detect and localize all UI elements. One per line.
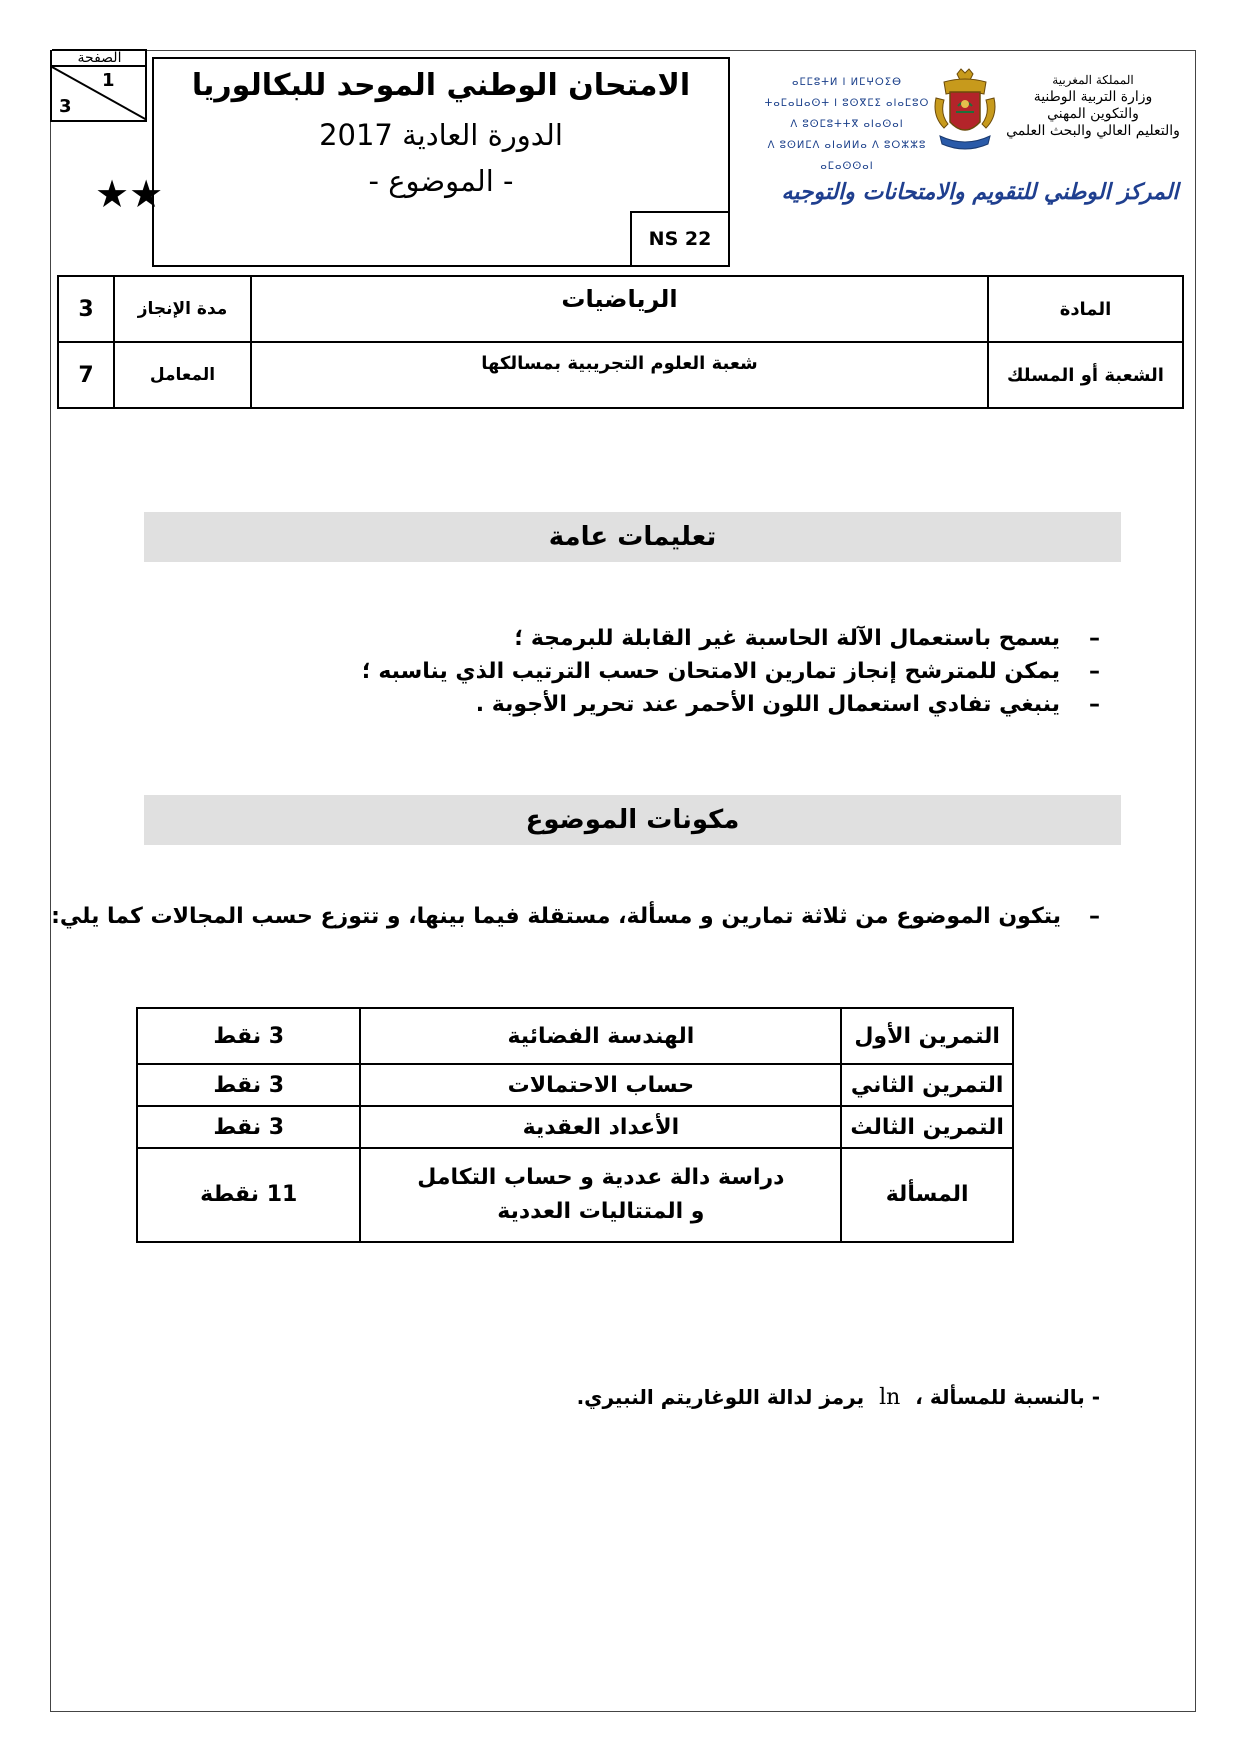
exercise-cell: التمرين الأول	[841, 1008, 1013, 1064]
table-row	[137, 1064, 1013, 1106]
domain-cell: حساب الاحتمالات	[360, 1064, 841, 1106]
page-current: 1	[102, 70, 115, 91]
subject-label: المادة	[988, 276, 1183, 342]
tifinagh-line: ⴰⵎⵎⵓⵜⵍ ⵏ ⵍⵎⵖⵔⵉⴱ	[792, 77, 902, 88]
instruction-item: – ينبغي تفادي استعمال اللون الأحمر عند تحرير الأجوبة .	[480, 688, 1100, 721]
page-label: الصفحة	[52, 49, 147, 67]
royal-emblem-icon	[930, 68, 1000, 154]
components-intro-text: يتكون الموضوع من ثلاثة تمارين و مسألة، مستقلة فيما بينها، و تتوزع حسب المجالات كما يلي:	[51, 904, 1061, 929]
tifinagh-line: ⴷ ⵓⵙⵍⵎⴷ ⴰⵏⴰⵍⵍⴰ ⴷ ⵓⵔⵣⵣⵓ ⴰⵎⴰⵙⵙⴰⵏ	[767, 140, 927, 172]
components-heading: مكونات الموضوع	[144, 795, 1121, 845]
subject-value: الرياضيات	[251, 276, 988, 342]
note-before: - بالنسبة للمسألة ،	[915, 1385, 1100, 1409]
branch-label: الشعبة أو المسلك	[988, 342, 1183, 408]
logarithm-note	[576, 1385, 1100, 1410]
ln-symbol: ln	[879, 1385, 901, 1410]
exercise-cell: التمرين الثالث	[841, 1106, 1013, 1148]
instruction-item: – يمكن للمترشح إنجاز تمارين الامتحان حسب الترتيب الذي يناسبه ؛	[480, 655, 1100, 688]
components-table	[136, 1007, 1014, 1243]
branch-value: شعبة العلوم التجريبية بمسالكها	[251, 342, 988, 408]
coefficient-label: المعامل	[114, 342, 251, 408]
exercise-cell: المسألة	[841, 1148, 1013, 1242]
general-instructions-heading: تعليمات عامة	[144, 512, 1121, 562]
domain-cell: الأعداد العقدية	[360, 1106, 841, 1148]
duration-value: 3	[58, 276, 114, 342]
ministry-line: والتكوين المهني	[1047, 106, 1139, 122]
page-total: 3	[59, 96, 72, 117]
note-after: يرمز لدالة اللوغاريتم النبيري.	[576, 1385, 865, 1409]
domain-cell: الهندسة الفضائية	[360, 1008, 841, 1064]
tifinagh-line: ⵜⴰⵎⴰⵡⴰⵙⵜ ⵏ ⵓⵙⴳⵎⵉ ⴰⵏⴰⵎⵓⵔ	[764, 98, 930, 109]
exam-code: NS 22	[630, 211, 730, 267]
ministry-text	[1003, 72, 1183, 140]
domain-line: و المتتاليات العددية	[497, 1199, 705, 1224]
points-cell: 3 نقط	[137, 1106, 360, 1148]
page-number-box	[50, 50, 147, 122]
points-cell: 11 نقطة	[137, 1148, 360, 1242]
exercise-cell: التمرين الثاني	[841, 1064, 1013, 1106]
instruction-item: – يسمح باستعمال الآلة الحاسبة غير القابلة للبرمجة ؛	[480, 622, 1100, 655]
coefficient-value: 7	[58, 342, 114, 408]
ministry-line: وزارة التربية الوطنية	[1033, 89, 1153, 105]
components-intro: –يتكون الموضوع من ثلاثة تمارين و مسألة، مستقلة فيما بينها، و تتوزع حسب المجالات كما يلي:	[51, 904, 1100, 929]
exam-subtitle: - الموضوع -	[368, 164, 514, 198]
instructions-list	[361, 622, 1100, 721]
table-row	[137, 1008, 1013, 1064]
duration-label: مدة الإنجاز	[114, 276, 251, 342]
points-cell: 3 نقط	[137, 1008, 360, 1064]
exam-title: الامتحان الوطني الموحد للبكالوريا	[191, 68, 691, 103]
tifinagh-line: ⴷ ⵓⵙⵎⵓⵜⵜⴳ ⴰⵏⴰⵙⴰⵏ	[790, 119, 904, 130]
points-cell: 3 نقط	[137, 1064, 360, 1106]
domain-cell	[360, 1148, 841, 1242]
ministry-line: والتعليم العالي والبحث العلمي	[1006, 123, 1180, 139]
table-row	[137, 1148, 1013, 1242]
exam-session: الدورة العادية 2017	[319, 118, 563, 152]
table-row	[137, 1106, 1013, 1148]
evaluation-center-title: المركز الوطني للتقويم والامتحانات والتوجيه	[781, 180, 1179, 205]
ministry-line: المملكة المغربية	[1052, 73, 1134, 87]
tifinagh-ministry-text	[752, 72, 942, 177]
subject-table	[57, 275, 1184, 409]
difficulty-stars: ★★	[95, 172, 164, 216]
domain-line: دراسة دالة عددية و حساب التكامل	[417, 1165, 785, 1190]
